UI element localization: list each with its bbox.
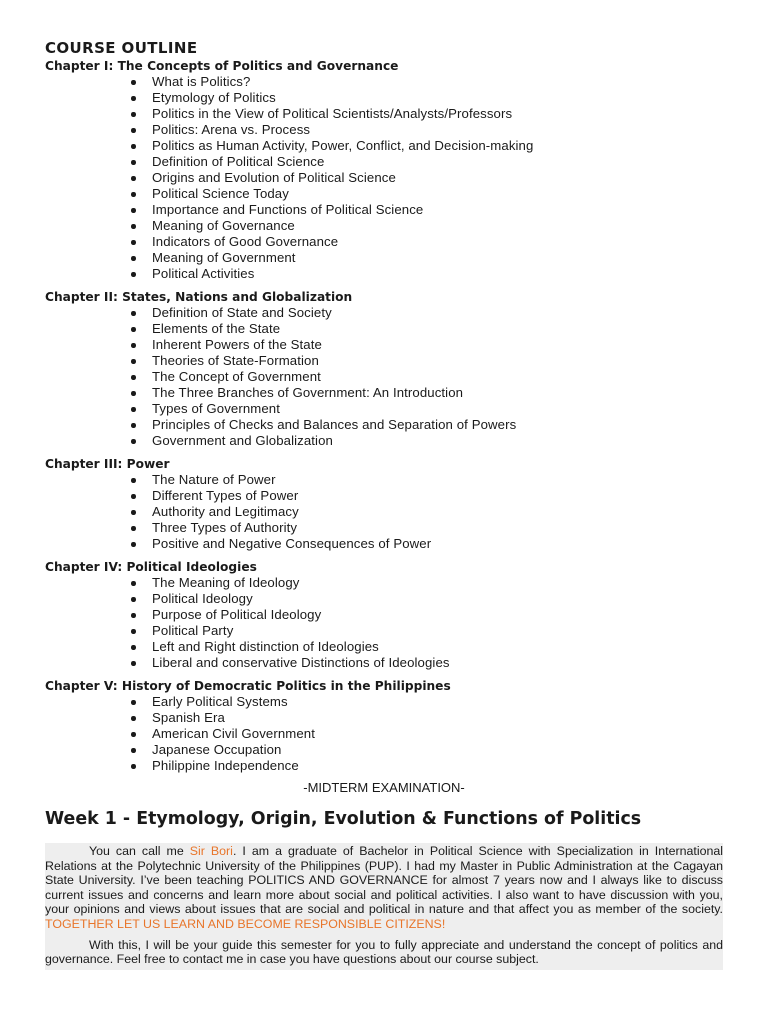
- chapter-topic-item: Importance and Functions of Political Science: [45, 202, 723, 218]
- chapter-topic-item: Types of Government: [45, 401, 723, 417]
- chapter-topic-list: [45, 694, 723, 774]
- document-page: [45, 38, 723, 970]
- chapter-topic-item: Political Ideology: [45, 591, 723, 607]
- chapter-topic-item: Left and Right distinction of Ideologies: [45, 639, 723, 655]
- chapter-block: [45, 289, 723, 449]
- chapter-topic-item: Politics as Human Activity, Power, Conflict, and Decision-making: [45, 138, 723, 154]
- chapter-topic-item: Purpose of Political Ideology: [45, 607, 723, 623]
- chapter-topic-item: Government and Globalization: [45, 433, 723, 449]
- chapter-topic-item: Definition of State and Society: [45, 305, 723, 321]
- chapter-topic-item: Early Political Systems: [45, 694, 723, 710]
- chapter-topic-list: [45, 472, 723, 552]
- intro-box: [45, 843, 723, 970]
- chapter-topic-item: Three Types of Authority: [45, 520, 723, 536]
- chapter-topic-item: Different Types of Power: [45, 488, 723, 504]
- chapter-topic-list: [45, 305, 723, 449]
- chapter-topic-item: Authority and Legitimacy: [45, 504, 723, 520]
- chapter-heading-4: Chapter IV: Political Ideologies: [45, 560, 257, 574]
- chapter-topic-item: Spanish Era: [45, 710, 723, 726]
- chapter-block: [45, 678, 723, 774]
- chapter-heading-5: Chapter V: History of Democratic Politics in the Philippines: [45, 679, 451, 693]
- intro-text-b: . I am a graduate of Bachelor in Political Science with Specialization in International Relations at the Polytechnic University of the Philippines (PUP). I had my Master in Public Administration at the Cagayan State University. I’ve been teaching POLITICS AND GOVERNANCE for almost 7 years now and I always like to discuss current issues and concerns and learn more about social and political activities. I also want to have discussion with you, your opinions and views about issues that are social and political in nature and that affect you as member of the society.: [45, 844, 724, 917]
- chapter-heading-1: Chapter I: The Concepts of Politics and Governance: [45, 59, 399, 73]
- chapter-topic-item: Political Science Today: [45, 186, 723, 202]
- chapter-list: [45, 58, 723, 774]
- chapter-topic-item: Japanese Occupation: [45, 742, 723, 758]
- chapter-topic-item: Meaning of Government: [45, 250, 723, 266]
- chapter-block: [45, 456, 723, 552]
- chapter-topic-item: Politics: Arena vs. Process: [45, 122, 723, 138]
- intro-text-a: You can call me: [89, 844, 190, 858]
- intro-paragraph-1: [45, 844, 723, 932]
- chapter-heading-3: Chapter III: Power: [45, 457, 170, 471]
- chapter-topic-item: American Civil Government: [45, 726, 723, 742]
- chapter-topic-item: Meaning of Governance: [45, 218, 723, 234]
- chapter-block: [45, 559, 723, 671]
- chapter-topic-item: Political Party: [45, 623, 723, 639]
- chapter-topic-item: Theories of State-Formation: [45, 353, 723, 369]
- midterm-marker: -MIDTERM EXAMINATION-: [303, 780, 465, 795]
- chapter-topic-item: The Meaning of Ideology: [45, 575, 723, 591]
- week-title: Week 1 - Etymology, Origin, Evolution & Functions of Politics: [45, 809, 642, 829]
- chapter-topic-item: Definition of Political Science: [45, 154, 723, 170]
- intro-paragraph-2: With this, I will be your guide this semester for you to fully appreciate and understand the concept of politics and governance. Feel free to contact me in case you have questions about our course subject.: [45, 937, 723, 967]
- chapter-topic-item: Philippine Independence: [45, 758, 723, 774]
- chapter-topic-item: The Nature of Power: [45, 472, 723, 488]
- chapter-heading-2: Chapter II: States, Nations and Globalization: [45, 290, 353, 304]
- chapter-topic-item: The Concept of Government: [45, 369, 723, 385]
- chapter-topic-item: Etymology of Politics: [45, 90, 723, 106]
- chapter-topic-item: Positive and Negative Consequences of Power: [45, 536, 723, 552]
- chapter-topic-item: The Three Branches of Government: An Introduction: [45, 385, 723, 401]
- course-outline-title: COURSE OUTLINE: [45, 39, 198, 57]
- chapter-block: [45, 58, 723, 282]
- chapter-topic-list: [45, 74, 723, 282]
- chapter-topic-item: Principles of Checks and Balances and Separation of Powers: [45, 417, 723, 433]
- chapter-topic-list: [45, 575, 723, 671]
- chapter-topic-item: Indicators of Good Governance: [45, 234, 723, 250]
- chapter-topic-item: Origins and Evolution of Political Science: [45, 170, 723, 186]
- chapter-topic-item: Inherent Powers of the State: [45, 337, 723, 353]
- chapter-topic-item: Politics in the View of Political Scientists/Analysts/Professors: [45, 106, 723, 122]
- chapter-topic-item: Political Activities: [45, 266, 723, 282]
- chapter-topic-item: Liberal and conservative Distinctions of Ideologies: [45, 655, 723, 671]
- motto-highlight: TOGETHER LET US LEARN AND BECOME RESPONSIBLE CITIZENS!: [45, 916, 446, 931]
- instructor-name: Sir Bori: [189, 844, 233, 858]
- chapter-topic-item: Elements of the State: [45, 321, 723, 337]
- chapter-topic-item: What is Politics?: [45, 74, 723, 90]
